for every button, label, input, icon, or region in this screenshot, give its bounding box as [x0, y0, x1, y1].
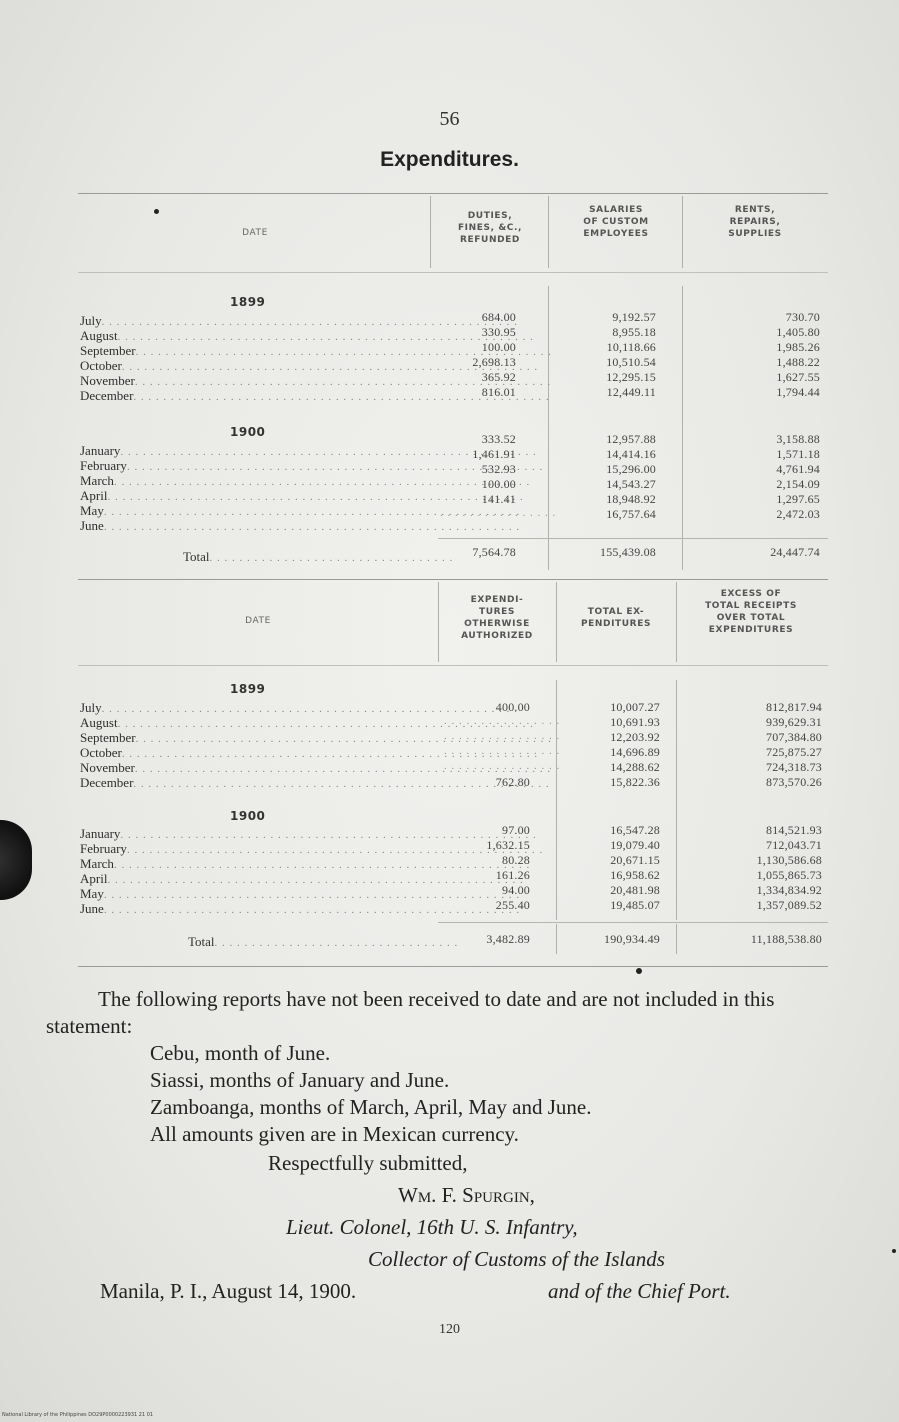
- month-row: August . . .: [80, 328, 440, 343]
- ink-speck: [892, 1249, 896, 1253]
- cell-total-exp: 10,691.93: [610, 715, 660, 729]
- cell-duties: 141.41: [481, 492, 516, 506]
- signature-closing: Respectfully submitted,: [268, 1151, 468, 1175]
- cell-other-exp: 762.80: [495, 775, 530, 789]
- cell-total-exp: 16,547.28: [610, 823, 660, 837]
- table2-header-rule: [78, 665, 828, 666]
- table2-year-1900: 1900: [230, 809, 266, 823]
- cell-salaries: 15,296.00: [606, 462, 656, 476]
- table1-header-divider: [430, 196, 431, 268]
- table2-body-divider: [676, 680, 677, 920]
- cell-total-exp: 14,696.89: [610, 745, 660, 759]
- notes-block: [46, 986, 838, 1148]
- cell-other-exp: 80.28: [502, 853, 530, 867]
- month-row: March . . .: [80, 473, 440, 488]
- table1-date-header: DATE: [242, 228, 268, 238]
- page-title: Expenditures.: [380, 148, 519, 171]
- cell-salaries: 10,118.66: [606, 340, 656, 354]
- cell-rents: 2,154.09: [776, 477, 820, 491]
- table1-year-1899: 1899: [230, 295, 266, 309]
- month-row: December . . .: [80, 775, 440, 790]
- table2-total-row: Total . . .: [188, 934, 448, 950]
- cell-excess: 724,318.73: [766, 760, 822, 774]
- month-row: February . . .: [80, 458, 440, 473]
- table2-col3-header: EXCESS OF TOTAL RECEIPTS OVER TOTAL EXPENDITURES: [705, 589, 797, 635]
- table2-top-rule: [78, 579, 828, 580]
- cell-duties: 333.52: [481, 432, 516, 446]
- cell-duties: 330.95: [481, 325, 516, 339]
- table2-year-1899: 1899: [230, 682, 266, 696]
- month-row: September . . .: [80, 343, 440, 358]
- cell-total-exp: 20,671.15: [610, 853, 660, 867]
- notes-item: All amounts given are in Mexican currency.: [150, 1122, 519, 1146]
- cell-total-exp: 19,485.07: [610, 898, 660, 912]
- table2-date-header: DATE: [245, 616, 271, 626]
- cell-salaries: 14,414.16: [606, 447, 656, 461]
- cell-excess: 812,817.94: [766, 700, 822, 714]
- cell-duties: 816.01: [481, 385, 516, 399]
- cell-excess: 707,384.80: [766, 730, 822, 744]
- cell-salaries: 8,955.18: [612, 325, 656, 339]
- cell-rents: 1,297.65: [776, 492, 820, 506]
- cell-total-salaries: 155,439.08: [600, 545, 656, 559]
- notes-intro: The following reports have not been received to date and are not included in this statement:: [46, 987, 775, 1038]
- ink-speck: [636, 968, 642, 974]
- page-number: 56: [439, 108, 460, 130]
- month-row: January . . .: [80, 443, 440, 458]
- cell-other-exp-empty: . . . . . . . . . . . . . . . .: [444, 715, 561, 727]
- month-row: November . . .: [80, 373, 440, 388]
- table2-total-divider: [676, 924, 677, 954]
- cell-excess: 873,570.26: [766, 775, 822, 789]
- cell-excess: 712,043.71: [766, 838, 822, 852]
- cell-total-exp: 19,079.40: [610, 838, 660, 852]
- cell-salaries: 16,757.64: [606, 507, 656, 521]
- cell-excess: 1,334,834.92: [756, 883, 822, 897]
- cell-other-exp-empty: . . . . . . . . . . . . . . . .: [444, 730, 561, 742]
- cell-total-exp: 20,481.98: [610, 883, 660, 897]
- cell-duties: 532.93: [481, 462, 516, 476]
- cell-duties: 100.00: [481, 340, 516, 354]
- cell-excess: 1,130,586.68: [756, 853, 822, 867]
- cell-other-exp-empty: . . . . . . . . . . . . . . . .: [444, 745, 561, 757]
- cell-salaries: 12,957.88: [606, 432, 656, 446]
- month-row: March . . .: [80, 856, 440, 871]
- cell-rents: 4,761.94: [776, 462, 820, 476]
- signature-name: Wm. F. Spurgin,: [398, 1183, 535, 1207]
- month-row: May . . .: [80, 886, 440, 901]
- cell-duties-empty: . . . . . . . . . . . . . . . .: [440, 507, 557, 519]
- cell-rents: 1,985.26: [776, 340, 820, 354]
- cell-duties: 684.00: [481, 310, 516, 324]
- cell-rents: 1,488.22: [776, 355, 820, 369]
- month-row: April . . .: [80, 871, 440, 886]
- cell-total-other-exp: 3,482.89: [486, 932, 530, 946]
- cell-other-exp: 97.00: [502, 823, 530, 837]
- cell-salaries: 12,449.11: [606, 385, 656, 399]
- cell-other-exp: 400.00: [495, 700, 530, 714]
- cell-salaries: 14,543.27: [606, 477, 656, 491]
- notes-item: Zamboanga, months of March, April, May and June.: [150, 1095, 592, 1119]
- cell-total-rents: 24,447.74: [770, 545, 820, 559]
- month-row: June . . .: [80, 518, 440, 533]
- month-row: July . . .: [80, 700, 440, 715]
- month-row: April . . .: [80, 488, 440, 503]
- table1-total-divider: [548, 540, 549, 570]
- signature-title-1: Lieut. Colonel, 16th U. S. Infantry,: [286, 1215, 578, 1239]
- table1-col3-header: RENTS, REPAIRS, SUPPLIES: [728, 205, 782, 239]
- signature-title-3: and of the Chief Port.: [548, 1279, 731, 1303]
- cell-total-exp: 16,958.62: [610, 868, 660, 882]
- cell-total-exp: 14,288.62: [610, 760, 660, 774]
- month-row: June . . .: [80, 901, 440, 916]
- cell-rents: 1,794.44: [776, 385, 820, 399]
- table1-year-1900: 1900: [230, 425, 266, 439]
- cell-duties: 2,698.13: [472, 355, 516, 369]
- cell-excess: 939,629.31: [766, 715, 822, 729]
- signature-title-2: Collector of Customs of the Islands: [368, 1247, 665, 1271]
- table1-total-divider: [682, 540, 683, 570]
- table1-body-divider: [548, 286, 549, 540]
- cell-other-exp: 94.00: [502, 883, 530, 897]
- cell-total-exp: 10,007.27: [610, 700, 660, 714]
- cell-salaries: 12,295.15: [606, 370, 656, 384]
- cell-total-duties: 7,564.78: [472, 545, 516, 559]
- cell-total-total-exp: 190,934.49: [604, 932, 660, 946]
- cell-excess: 725,875.27: [766, 745, 822, 759]
- cell-salaries: 18,948.92: [606, 492, 656, 506]
- notes-item: Siassi, months of January and June.: [150, 1068, 450, 1092]
- table1-total-row: Total . . .: [183, 549, 443, 565]
- cell-total-exp: 12,203.92: [610, 730, 660, 744]
- table2-col2-header: TOTAL EX- PENDITURES: [580, 607, 652, 629]
- signature-place-date: Manila, P. I., August 14, 1900.: [100, 1279, 357, 1303]
- table1-col1-header: DUTIES, FINES, &C., REFUNDED: [457, 211, 523, 245]
- cell-duties: 365.92: [481, 370, 516, 384]
- ink-speck: [154, 209, 159, 214]
- cell-duties: 100.00: [481, 477, 516, 491]
- cell-salaries: 9,192.57: [612, 310, 656, 324]
- month-row: November . . .: [80, 760, 440, 775]
- scan-artifact: [0, 820, 32, 900]
- table2-total-divider: [556, 924, 557, 954]
- table1-col2-header: SALARIES OF CUSTOM EMPLOYEES: [583, 205, 649, 239]
- cell-other-exp-empty: . . . . . . . . . . . . . . . .: [444, 760, 561, 772]
- cell-rents: 1,571.18: [776, 447, 820, 461]
- month-row: February . . .: [80, 841, 440, 856]
- month-row: May . . .: [80, 503, 440, 518]
- cell-rents: 1,627.55: [776, 370, 820, 384]
- footer-page-number: 120: [439, 1322, 460, 1337]
- month-row: July . . .: [80, 313, 440, 328]
- cell-total-exp: 15,822.36: [610, 775, 660, 789]
- table1-body-divider: [682, 286, 683, 540]
- scan-credit: National Library of the Philippines DO29P0000223931 21 01: [2, 1412, 154, 1418]
- cell-rents: 730.70: [785, 310, 820, 324]
- cell-other-exp: 161.26: [495, 868, 530, 882]
- cell-excess: 814,521.93: [766, 823, 822, 837]
- cell-other-exp: 255.40: [495, 898, 530, 912]
- cell-salaries: 10,510.54: [606, 355, 656, 369]
- table1-header-rule: [78, 272, 828, 273]
- cell-rents: 1,405.80: [776, 325, 820, 339]
- table2-bottom-rule: [78, 966, 828, 967]
- month-row: January . . .: [80, 826, 440, 841]
- notes-item: Cebu, month of June.: [150, 1041, 331, 1065]
- cell-rents: 2,472.03: [776, 507, 820, 521]
- table2-total-rule: [438, 922, 828, 923]
- month-row: October . . .: [80, 358, 440, 373]
- month-row: October . . .: [80, 745, 440, 760]
- cell-excess: 1,055,865.73: [756, 868, 822, 882]
- month-row: September . . .: [80, 730, 440, 745]
- cell-duties: 1,461.91: [472, 447, 516, 461]
- cell-other-exp: 1,632.15: [486, 838, 530, 852]
- table2-col1-header: EXPENDI- TURES OTHERWISE AUTHORIZED: [461, 595, 533, 641]
- month-row: August . . .: [80, 715, 440, 730]
- table1-total-rule: [438, 538, 828, 539]
- cell-excess: 1,357,089.52: [756, 898, 822, 912]
- cell-total-excess: 11,188,538.80: [750, 932, 822, 946]
- month-row: December . . .: [80, 388, 440, 403]
- cell-rents: 3,158.88: [776, 432, 820, 446]
- table1-header-divider: [682, 196, 683, 268]
- table1-header-divider: [548, 196, 549, 268]
- table1-top-rule: [78, 193, 828, 194]
